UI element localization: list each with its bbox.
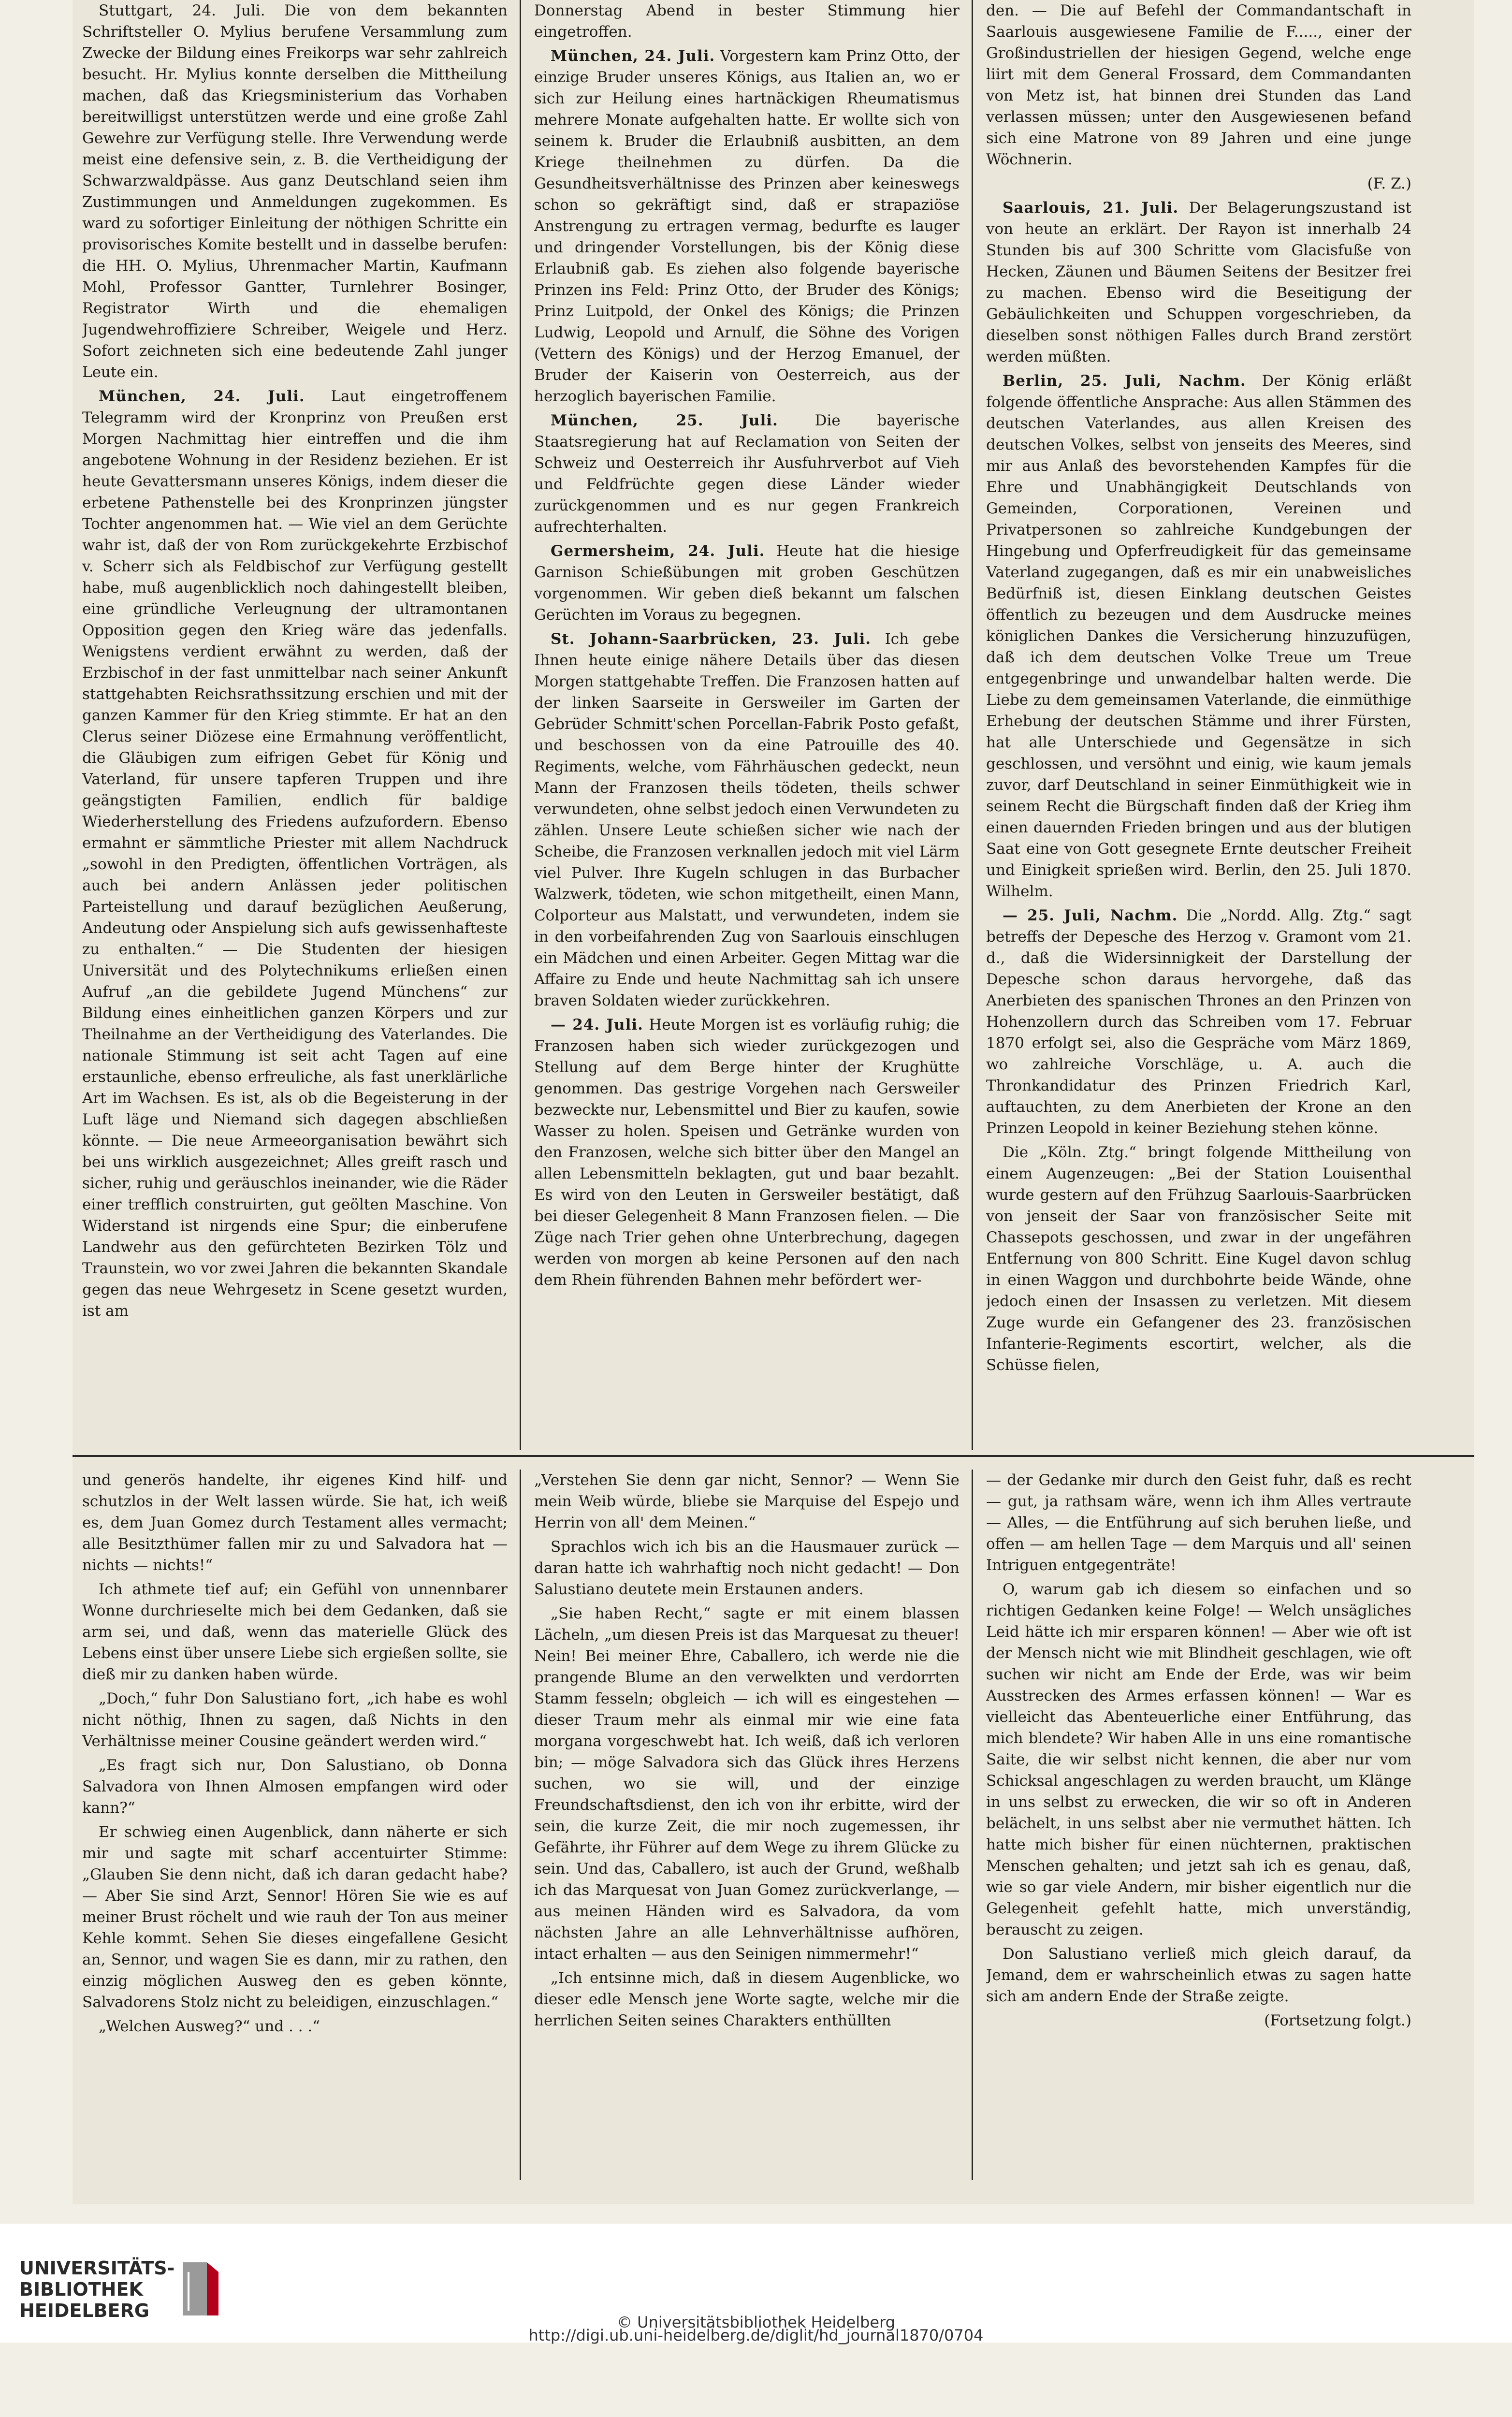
feuilleton-section xyxy=(73,1470,1474,2180)
news-paragraph xyxy=(986,905,1411,1139)
story-paragraph: „Es fragt sich nur, Don Salustiano, ob Donna Salvadora von Ihnen Almosen empfangen wird oder kann?“ xyxy=(82,1757,508,1817)
copyright-notice: © Universitätsbibliothek Heidelberg xyxy=(616,2313,895,2331)
news-paragraph xyxy=(986,1142,1411,1376)
news-text: Heute hat die hiesige Garnison Schießübungen mit groben Geschützen vorgenommen. Wir geben dieß bekannt um falschen Gerüchten im Voraus zu begegnen. xyxy=(534,542,960,624)
news-text: Vorgestern kam Prinz Otto, der einzige Bruder unseres Königs, aus Italien an, wo er sich zur Heilung eines hartnäckigen Rheumatismus mehrere Monate aufgehalten hatte. Er wollte sich von seinem k. Bruder die Erlaubniß ausbitten, an dem Kriege theilnehmen zu dürfen. Da die Gesundheitsverhältnisse des Prinzen aber keineswegs schon so gekräftigt sind, daß er strapaziöse Anstrengung zu ertragen vermag, bedurfte es lauger und dringender Vorstellungen, bis der König diese Erlaubniß gab. Es ziehen also folgende bayerische Prinzen ins Feld: Prinz Otto, der Bruder des Königs; Prinz Luitpold, der Onkel des Königs; die Prinzen Ludwig, Leopold und Arnulf, die Söhne des Vorigen (Vettern des Königs) und der Herzog Emanuel, der Bruder der Kaiserin von Oesterreich, aus der herzoglich bayerischen Familie. xyxy=(534,47,960,405)
news-text: Der König erläßt folgende öffentliche Ansprache: Aus allen Stämmen des deutschen Vaterlandes, aus allen Kreisen des deutschen Volkes, selbst von jenseits des Meeres, sind mir aus Anlaß des bevorstehenden Kampfes für die Ehre und Unabhängigkeit Deutschlands von Gemeinden, Corporationen, Vereinen und Privatpersonen so zahlreiche Kundgebungen der Hingebung und Opferfreudigkeit für das gemeinsame Vaterland zugegangen, daß es mir ein unabweisliches Bedürfniß ist, diesen Einklang deutschen Geistes öffentlich zu bezeugen und dem Ausdrucke meines königlichen Dankes die Versicherung hinzuzufügen, daß ich dem deutschen Volke Treue um Treue entgegenbringe und unwandelbar halten werde. Die Liebe zu dem gemeinsamen Vaterlande, die einmüthige Erhebung der deutschen Stämme und ihrer Fürsten, hat alle Unterschiede und Gegensätze in sich geschlossen, und versöhnt und einig, wie kaum jemals zuvor, darf Deutschland in seiner Einmüthigkeit wie in seinem Recht die Bürgschaft finden daß der Krieg ihm einen dauernden Frieden bringen und aus der blutigen Saat eine von Gott gesegnete Ernte deutscher Freiheit und Einigkeit sprießen wird. Berlin, den 25. Juli 1870. Wilhelm. xyxy=(986,372,1411,900)
news-column-2 xyxy=(534,0,960,1450)
news-text: Stuttgart, 24. Juli. Die von dem bekannten Schriftsteller O. Mylius berufene Versammlung zum Zwecke der Bildung eines Freikorps war sehr zahlreich besucht. Hr. Mylius konnte derselben die Mittheilung machen, daß das Kriegsministerium das Vorhaben bereitwilligst unterstützen werde und eine große Zahl Gewehre zur Verfügung stelle. Ihre Verwendung werde meist eine defensive sein, z. B. die Vertheidigung der Schwarzwaldpässe. Aus ganz Deutschland seien ihm Zustimmungen und Anmeldungen zugekommen. Es ward zu sofortiger Einleitung der nöthigen Schritte ein provisorisches Komite bestellt und in dasselbe berufen: die HH. O. Mylius, Uhrenmacher Martin, Kaufmann Mohl, Professor Gantter, Turnlehrer Bosinger, Registrator Wirth und die ehemaligen Jugendwehroffiziere Schreiber, Weigele und Herz. Sofort zeichneten sich eine bedeutende Zahl junger Leute ein. xyxy=(82,2,508,381)
source-url-link[interactable]: http://digi.ub.uni-heidelberg.de/diglit/hd_journal1870/0704 xyxy=(528,2326,984,2344)
news-section xyxy=(73,0,1474,1450)
news-text: Die „Köln. Ztg.“ bringt folgende Mittheilung von einem Augenzeugen: „Bei der Station Louisenthal wurde gestern auf den Frühzug Saarlouis-Saarbrücken von jenseit der Saar von französischer Seite mit Chassepots geschossen, und zwar in der ungefähren Entfernung von 800 Schritt. Eine Kugel davon schlug in einen Waggon und durchbohrte beide Wände, ohne jedoch einen der Insassen zu verletzen. Mit diesem Zuge wurde ein Gefangener des 23. französischen Infanterie-Regiments escortirt, welcher, als die Schüsse fielen, xyxy=(986,1144,1411,1374)
news-text: Laut eingetroffenem Telegramm wird der Kronprinz von Preußen erst Morgen Nachmittag hier eintreffen und die ihm angebotene Wohnung in der Residenz beziehen. Er ist heute Gevattersmann unseres Königs, indem dieser die erbetene Pathenstelle bei des Kronprinzen jüngster Tochter angenommen hat. — Wie viel an dem Gerüchte wahr ist, daß der von Rom zurückgekehrte Erzbischof v. Scherr sich als Feldbischof zur Verfügung gestellt habe, muß augenblicklich noch dahingestellt bleiben, eine gründliche Verleugnung der ultramontanen Opposition gegen den Krieg wäre das jedenfalls. Wenigstens verdient erwähnt zu werden, daß der Erzbischof in der fast unmittelbar nach seiner Ankunft stattgehabten Reichsrathssitzung erschien und mit der ganzen Kammer für den Krieg stimmte. Er hat an den Clerus seiner Diözese eine Ermahnung veröffentlicht, die Gläubigen zum eifrigen Gebet für König und Vaterland, für unsere tapferen Truppen und ihre geängstigten Familien, endlich für baldige Wiederherstellung des Friedens aufzufordern. Ebenso ermahnt er sämmtliche Priester mit allem Nachdruck „sowohl in den Predigten, öffentlichen Vorträgen, als auch bei andern Anlässen jeder politischen Parteistellung und darauf bezüglichen Aeußerung, Andeutung oder Anspielung sich aufs gewissenhafteste zu enthalten.“ — Die Studenten der hiesigen Universität und des Polytechnikums erließen einen Aufruf „an die gebildete Jugend Münchens“ zur Bildung eines einheitlichen ganzen Körpers und zur Theilnahme an der Vertheidigung des Vaterlandes. Die nationale Stimmung ist seit acht Tagen auf eine erstaunliche, ebenso erfreuliche, als fast unerklärliche Art im Wachsen. Es ist, als ob die Begeisterung in der Luft läge und Niemand sich dagegen abschließen könnte. — Die neue Armeeorganisation bewährt sich bei uns wirklich ausgezeichnet; Alles greift rasch und sicher, ruhig und geräuschlos ineinander, wie die Räder einer trefflich construirten, gut geölten Maschine. Von Widerstand ist nirgends eine Spur; die einberufene Landwehr aus den gefürchteten Bezirken Tölz und Traunstein, wo vor zwei Jahren die bekannten Skandale gegen das neue Wehrgesetz in Scene gesetzt wurden, ist am xyxy=(82,388,508,1320)
news-text: Ich gebe Ihnen heute einige nähere Details über das diesen Morgen stattgehabte Treffen. Die Franzosen hatten auf der linken Saarseite in Gersweiler im Garten der Gebrüder Schmitt'schen Porcellan-Fabrik Posto gefaßt, und beschossen von da eine Patrouille des 40. Regiments, welche, vom Fährhäuschen gedeckt, neun Mann der Franzosen theils tödeten, theils schwer verwundeten, ohne selbst jedoch einen Verwundeten zu zählen. Unsere Leute schießen sicher wie nach der Scheibe, die Franzosen verknallen jedoch mit viel Lärm viel Pulver. Ihre Kugeln schlugen in das Burbacher Walzwerk, tödeten, wie schon mitgetheilt, einen Mann, Colporteur aus Malstatt, und verwundeten, indem sie in den vorbeifahrenden Zug von Saarlouis einschlugen ein Mädchen und einen Arbeiter. Gegen Mittag war die Affaire zu Ende und heute Nachmittag sah ich unsere braven Soldaten wieder zurückkehren. xyxy=(534,630,960,1009)
library-mark-icon xyxy=(179,2257,222,2320)
news-paragraph xyxy=(986,173,1411,194)
news-paragraph xyxy=(534,0,960,43)
dateline: München, 24. Juli. xyxy=(99,388,305,405)
news-text: Heute Morgen ist es vorläufig ruhig; die Franzosen haben sich wieder zurückgezogen und Stellung auf dem Berge hinter der Krughütte genommen. Das gestrige Vorgehen nach Gersweiler bezweckte nur, Lebensmittel und Bier zu kaufen, sowie Wasser zu holen. Speisen und Getränke wurden von den Franzosen, welche sich bitter über den Mangel an allen Lebensmitteln beklagten, gut und baar bezahlt. Es wird von den Leuten in Gersweiler bestätigt, daß bei dieser Gelegenheit 8 Mann Franzosen fielen. — Die Züge nach Trier gehen ohne Unterbrechung, dagegen werden von morgen ab keine Personen auf den nach dem Rhein führenden Bahnen mehr befördert wer- xyxy=(534,1016,960,1289)
news-text: den. — Die auf Befehl der Commandantschaft in Saarlouis ausgewiesene Familie de F....., einer der Großindustriellen der hiesigen Gegend, welche enge liirt mit dem General Frossard, dem Commandanten von Metz ist, hat binnen drei Stunden das Land verlassen müssen; unter den Ausgewiesenen befand sich eine Matrone von 89 Jahren und eine junge Wöchnerin. xyxy=(986,2,1411,168)
story-paragraph: O, warum gab ich diesem so einfachen und so richtigen Gedanken keine Folge! — Welch unsägliches Leid hätte ich mir ersparen können! — Aber wie oft ist der Mensch nicht wie mit Blindheit geschlagen, wie oft suchen wir nicht am Ende der Erde, was wir beim Ausstrecken des Armes erfassen können! — War es vielleicht das Abenteuerliche einer Entführung, das mich blendete? Wir haben Alle in uns eine romantische Saite, die wir selbst nicht kennen, die aber nur vom Schicksal angeschlagen zu werden braucht, um Klänge in uns selbst zu erwecken, die wir so oft in Anderen belächelt, in uns selbst aber nie vermuthet hätten. Ich hatte mich bisher für einen nüchternen, praktischen Menschen gehalten; und jetzt sah ich es genau, daß, wie so gar viele Andern, mir bisher eigentlich nur die Gelegenheit gefehlt hatte, mich unverständig, berauscht zu zeigen. xyxy=(986,1581,1411,1938)
news-text: Der Belagerungszustand ist von heute an erklärt. Der Rayon ist innerhalb 24 Stunden bis auf 300 Schritte vom Glacisfuße von Hecken, Zäunen und Bäumen Seitens der Besitzer frei zu machen. Ebenso wird die Beseitigung der Gebäulichkeiten und Schuppen vorgeschrieben, da dieselben sonst nöthigen Falles durch Brand zerstört werden müßten. xyxy=(986,199,1411,365)
news-text: Donnerstag Abend in bester Stimmung hier eingetroffen. xyxy=(534,2,960,41)
news-paragraph xyxy=(986,0,1411,170)
news-text: Die „Nordd. Allg. Ztg.“ sagt betreffs der Depesche des Herzog v. Gramont vom 21. d., daß die Widersinnigkeit der Darstellung der Depesche schon daraus hervorgehe, daß das Anerbieten des spanischen Thrones an den Prinzen von Hohenzollern durch das Schreiben vom 17. Februar 1870 erfolgt sei, also die Gespräche vom März 1869, wo zahlreiche Vorschläge, u. A. auch die Thronkandidatur des Prinzen Friedrich Karl, auftauchten, zu dem Anerbieten der Krone an den Prinzen Leopold in keiner Beziehung stehen könne. xyxy=(986,907,1411,1137)
story-paragraph: „Sie haben Recht,“ sagte er mit einem blassen Lächeln, „um diesen Preis ist das Marquesat zu theuer! Nein! Bei meiner Ehre, Caballero, ich werde nie die prangende Blume an den verwelkten und verdorrten Stamm fesseln; obgleich — ich will es eingestehen — dieser Traum mehr als einmal mir wie eine fata morgana vorgeschwebt hat. Ich weiß, daß ich verloren bin; — möge Salvadora sich das Glück ihres Herzens suchen, wo sie will, und der einzige Freundschaftsdienst, den ich von ihr erbitte, wird der sein, die kurze Zeit, die mir noch zugemessen, ihr Gefährte, ihr Führer auf dem Wege zu ihrem Glücke zu sein. Und das, Caballero, ist auch der Grund, weßhalb ich das Marquesat von Juan Gomez zurückverlange, — aus meinen Händen wird es Salvadora, da vom nächsten Jahre an alle Lehnverhältnisse aufhören, intact erhalten — aus den Seinigen nimmermehr!“ xyxy=(534,1605,960,1963)
story-paragraph: Sprachlos wich ich bis an die Hausmauer zurück — daran hatte ich wahrhaftig noch nicht gedacht! — Don Salustiano deutete mein Erstaunen anders. xyxy=(534,1538,960,1598)
news-text: (F. Z.) xyxy=(1367,175,1411,192)
column-rule xyxy=(972,0,973,1450)
news-text: Die bayerische Staatsregierung hat auf Reclamation von Seiten der Schweiz und Oesterreich ihr Ausfuhrverbot auf Vieh und Feldfrüchte gegen diese Länder wieder zurückgenommen und es nur gegen Frankreich aufrechterhalten. xyxy=(534,412,960,536)
story-paragraph: Er schwieg einen Augenblick, dann näherte er sich mir und sagte mit scharf accentuirter Stimme: „Glauben Sie denn nicht, daß ich daran gedacht habe? — Aber Sie sind Arzt, Sennor! Hören Sie wie es auf meiner Brust röchelt und wie rauh der Ton aus meiner Kehle kommt. Sehen Sie dieses eingefallene Gesicht an, Sennor, und wagen Sie es dann, mir zu rathen, den einzig möglichen Ausweg den es geben könnte, Salvadorens Stolz nicht zu beleidigen, einzuschlagen.“ xyxy=(82,1823,508,2011)
story-paragraph: — der Gedanke mir durch den Geist fuhr, daß es recht — gut, ja rathsam wäre, wenn ich ihm Alles vertraute — Alles, — die Entführung auf sich beruhen ließe, und offen — am hellen Tage — dem Marquis und all' seinen Intriguen entgegenträte! xyxy=(986,1471,1411,1574)
news-paragraph xyxy=(82,0,508,383)
library-name-line3: HEIDELBERG xyxy=(19,2300,149,2321)
dateline: — 25. Juli, Nachm. xyxy=(1003,907,1178,924)
news-paragraph xyxy=(986,370,1411,902)
news-column-1 xyxy=(82,0,508,1450)
feuilleton-column-1 xyxy=(82,1470,508,2180)
news-paragraph xyxy=(986,197,1411,367)
news-paragraph xyxy=(534,540,960,626)
dateline: Saarlouis, 21. Juli. xyxy=(1003,199,1179,217)
news-paragraph xyxy=(534,628,960,1011)
story-paragraph: Don Salustiano verließ mich gleich darauf, da Jemand, dem er wahrscheinlich etwas zu sagen hatte sich am andern Ende der Straße zeigte. xyxy=(986,1945,1411,2005)
newspaper-page xyxy=(73,0,1474,2204)
dateline: Berlin, 25. Juli, Nachm. xyxy=(1003,372,1246,390)
news-column-3 xyxy=(986,0,1411,1450)
library-name-line2: BIBLIOTHEK xyxy=(19,2279,143,2300)
story-paragraph: und generös handelte, ihr eigenes Kind hilf- und schutzlos in der Welt lassen würde. Sie hat, ich weiß es, dem Juan Gomez durch Testament alles vermacht; alle Besitzthümer fallen mir zu und Salvadora hat — nichts — nichts!“ xyxy=(82,1471,508,1574)
feuilleton-column-3 xyxy=(986,1470,1411,2180)
dateline: München, 24. Juli. xyxy=(551,47,715,65)
story-paragraph: „Verstehen Sie denn gar nicht, Sennor? — Wenn Sie mein Weib würde, bliebe sie Marquise del Espejo und Herrin von all' dem Meinen.“ xyxy=(534,1471,960,1531)
dateline: St. Johann-Saarbrücken, 23. Juli. xyxy=(551,630,872,648)
story-paragraph: „Doch,“ fuhr Don Salustiano fort, „ich habe es wohl nicht nöthig, Ihnen zu sagen, daß Nichts in den Verhältnisse meiner Cousine geändert werden wird.“ xyxy=(82,1690,508,1750)
dateline: — 24. Juli. xyxy=(551,1016,643,1034)
continuation-note: (Fortsetzung folgt.) xyxy=(1264,2012,1411,2029)
column-rule xyxy=(972,1470,973,2180)
news-paragraph xyxy=(534,45,960,407)
feuilleton-divider xyxy=(73,1455,1474,1457)
story-paragraph: Ich athmete tief auf; ein Gefühl von unnennbarer Wonne durchrieselte mich bei dem Gedanken, daß sie arm sei, und daß, wenn das materielle Glück des Lebens einst über unsere Liebe sich ergießen sollte, sie dieß mir zu danken haben würde. xyxy=(82,1581,508,1683)
news-paragraph xyxy=(82,386,508,1322)
feuilleton-column-2 xyxy=(534,1470,960,2180)
library-name-line1: UNIVERSITÄTS- xyxy=(19,2257,175,2279)
story-paragraph: „Welchen Ausweg?“ und . . .“ xyxy=(99,2018,320,2035)
dateline: München, 25. Juli. xyxy=(551,412,778,429)
news-paragraph xyxy=(534,410,960,538)
column-rule xyxy=(520,0,521,1450)
dateline: Germersheim, 24. Juli. xyxy=(551,542,765,560)
story-paragraph: „Ich entsinne mich, daß in diesem Augenblicke, wo dieser edle Mensch jene Worte sagte, welche mir die herrlichen Seiten seines Charakters enthüllten xyxy=(534,1969,960,2029)
column-rule xyxy=(520,1470,521,2180)
news-paragraph xyxy=(534,1014,960,1291)
